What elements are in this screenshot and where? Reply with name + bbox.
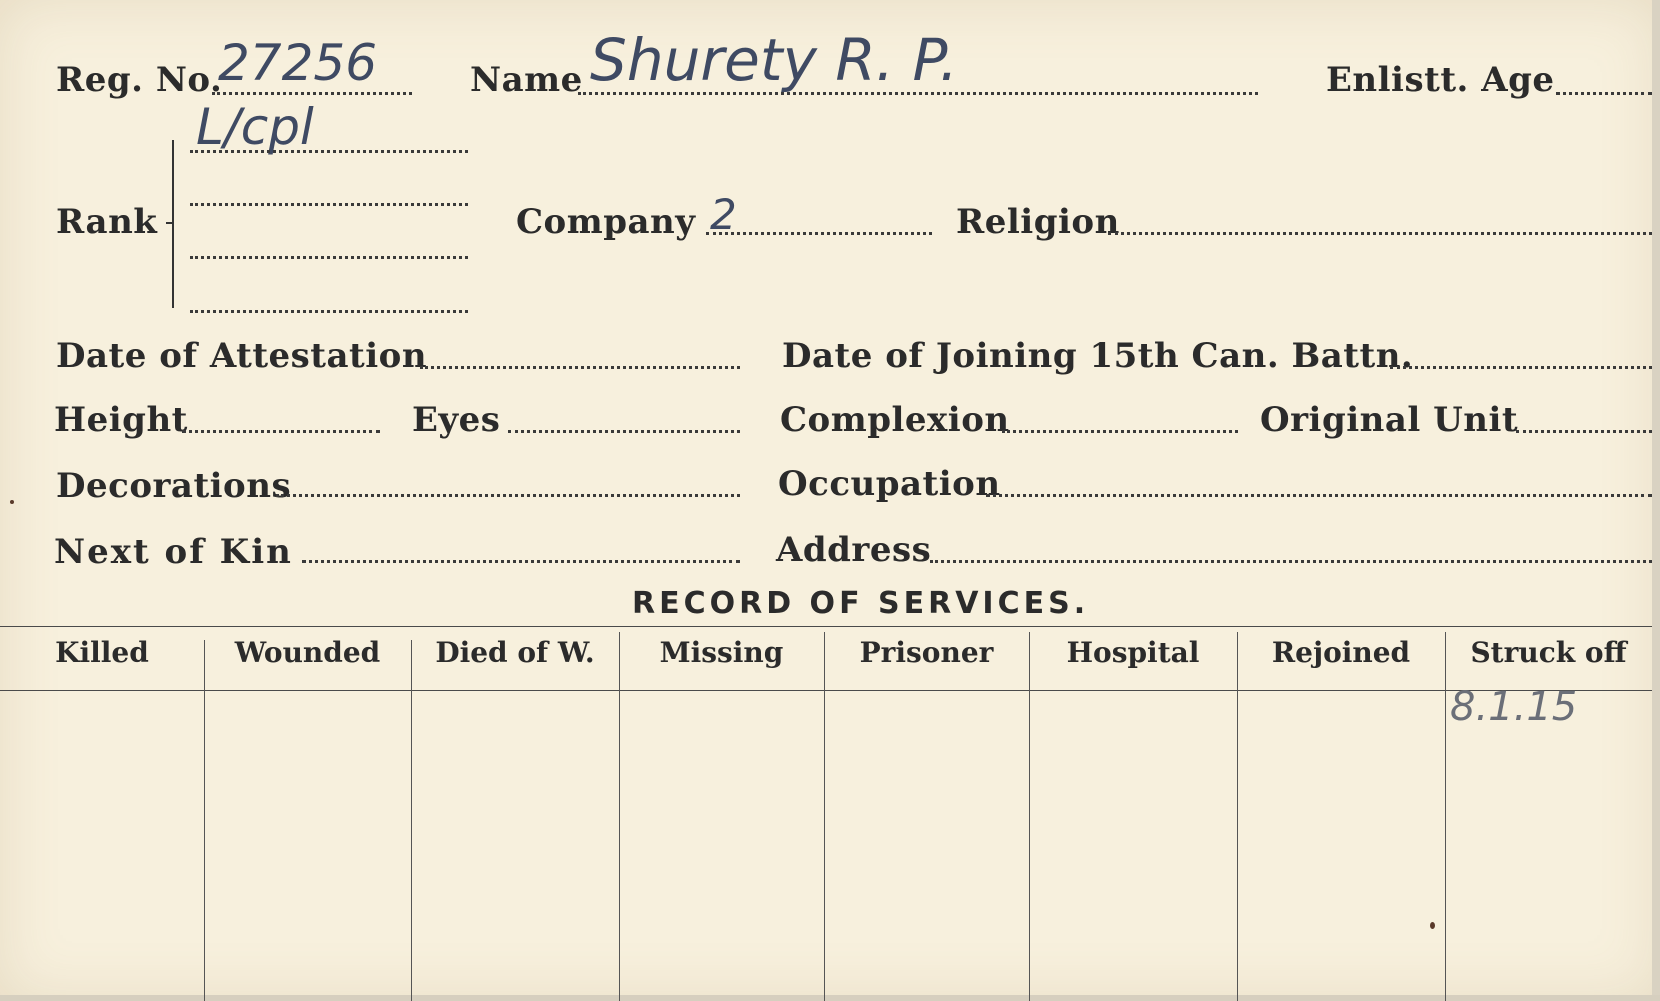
height-dots [182,430,380,433]
address-label: Address [776,530,932,570]
reg-no-value: 27256 [218,34,378,92]
struck-off-value: 8.1.15 [1450,684,1578,730]
name-value: Shurety R. P. [590,26,958,94]
company-value: 2 [710,190,737,239]
rank-label: Rank [56,202,158,242]
rank-brace-tick [166,222,174,224]
paper-fleck [10,500,14,504]
paper-fleck [1430,922,1435,929]
card-edge-bottom [0,995,1660,1001]
height-label: Height [54,400,188,440]
religion-dots [1108,232,1652,235]
column-divider-6 [1237,632,1238,1001]
reg-no-dots [212,92,412,95]
column-header-prisoner: Prisoner [859,636,994,669]
date-of-attestation-label: Date of Attestation [56,336,428,376]
column-header-struck-off: Struck off [1470,636,1627,669]
column-divider-2 [411,640,412,1001]
column-divider-7 [1445,632,1446,1001]
rank-line-4 [190,310,468,313]
table-top-rule [0,626,1652,627]
eyes-label: Eyes [412,400,501,440]
eyes-dots [508,430,740,433]
complexion-dots [1002,430,1238,433]
enlist-age-label: Enlistt. Age [1326,60,1555,100]
column-divider-1 [204,640,205,1001]
enlist-age-dots [1556,92,1652,95]
date-of-joining-label: Date of Joining 15th Can. Battn. [782,336,1414,376]
header-underline [0,690,1652,691]
rank-line-1 [190,150,468,153]
company-label: Company [516,202,696,242]
decorations-label: Decorations [56,466,292,506]
date-of-attestation-dots [420,366,740,369]
column-header-rejoined: Rejoined [1271,636,1411,669]
column-header-hospital: Hospital [1066,636,1200,669]
complexion-label: Complexion [780,400,1010,440]
original-unit-label: Original Unit [1260,400,1519,440]
decorations-dots [276,494,740,497]
column-header-killed: Killed [55,636,149,669]
column-header-died-of-wounds: Died of W. [435,636,595,669]
column-header-wounded: Wounded [234,636,381,669]
rank-brace [172,140,184,308]
column-header-missing: Missing [659,636,784,669]
next-of-kin-label: Next of Kin [54,532,293,572]
occupation-dots [986,494,1652,497]
name-label: Name [470,60,583,100]
rank-line-3 [190,256,468,259]
date-of-joining-dots [1390,366,1652,369]
column-divider-5 [1029,632,1030,1001]
reg-no-label: Reg. No. [56,60,223,100]
next-of-kin-dots [302,560,740,563]
address-dots [930,560,1652,563]
original-unit-dots [1516,430,1652,433]
column-divider-3 [619,632,620,1001]
religion-label: Religion [956,202,1120,242]
occupation-label: Occupation [778,464,1001,504]
record-heading: RECORD OF SERVICES. [632,586,1090,621]
card-edge-right [1652,0,1660,1001]
rank-value: L/cpl [196,98,314,156]
company-dots [706,232,932,235]
column-divider-4 [824,632,825,1001]
rank-line-2 [190,203,468,206]
